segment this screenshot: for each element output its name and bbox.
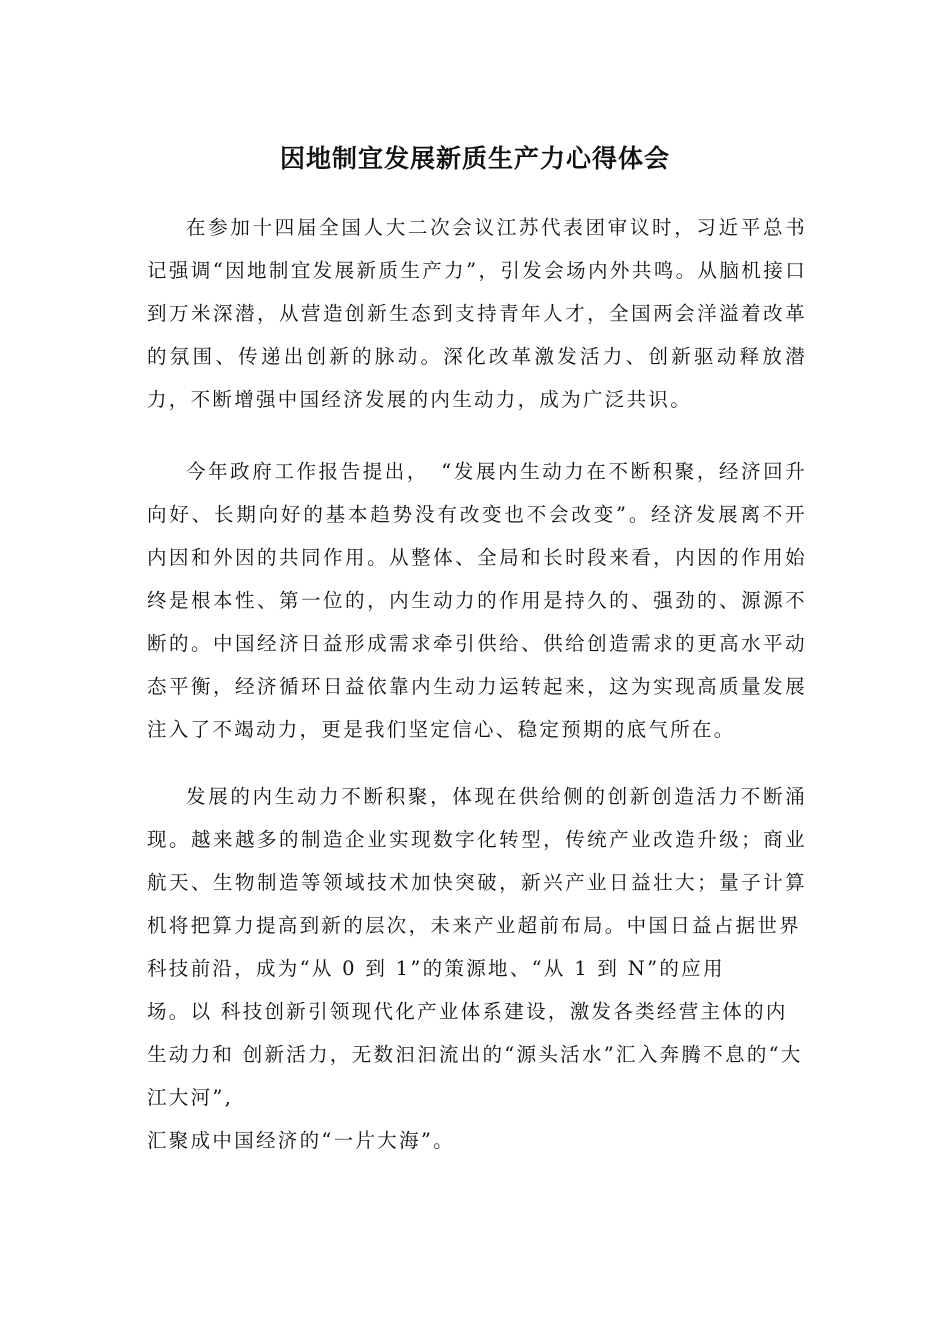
paragraph-3-line: 科技前沿，成为“从 0 到 1”的策源地、“从 1 到 N”的应用 — [147, 957, 725, 980]
paragraph-1: 在参加十四届全国人大二次会议江苏代表团审议时，习近平总书记强调“因地制宜发展新质生产力”，引发会场内外共鸣。从脑机接口到万米深潜，从营造创新生态到支持青年人才，全国两会洋溢着改革的氛围、传递出创新的脉动。深化改革激发活力、创新驱动释放潜力，不断增强中国经济发展的内生动力，成为广泛共识。 — [147, 216, 807, 411]
paragraph-3-line: 江大河”, — [147, 1086, 234, 1109]
paragraph-3: 发展的内生动力不断积聚，体现在供给侧的创新创造活力不断涌现。越来越多的制造企业实现数字化转型，传统产业改造升级；商业航天、生物制造等领域技术加快突破，新兴产业日益壮大；量子计算机将把算力提高到新的层次，未来产业超前布局。中国日益占据世界 — [147, 785, 807, 937]
paragraph-3-line: 汇聚成中国经济的“一片大海”。 — [147, 1129, 455, 1152]
document-title: 因地制宜发展新质生产力心得体会 — [279, 144, 670, 173]
paragraph-3-line: 生动力和 创新活力，无数汩汩流出的“源头活水”汇入奔腾不息的“大 — [147, 1043, 803, 1066]
paragraph-2: 今年政府工作报告提出， “发展内生动力在不断积聚，经济回升向好、长期向好的基本趋势没有改变也不会改变”。经济发展离不开内因和外因的共同作用。从整体、全局和长时段来看，内因的作用始终是根本性、第一位的，内生动力的作用是持久的、强劲的、源源不断的。中国经济日益形成需求牵引供给、供给创造需求的更高水平动态平衡，经济循环日益依靠内生动力运转起来，这为实现高质量发展注入了不竭动力，更是我们坚定信心、稳定预期的底气所在。 — [147, 460, 807, 741]
paragraph-3-line: 场。以 科技创新引领现代化产业体系建设，激发各类经营主体的内 — [147, 1000, 788, 1023]
